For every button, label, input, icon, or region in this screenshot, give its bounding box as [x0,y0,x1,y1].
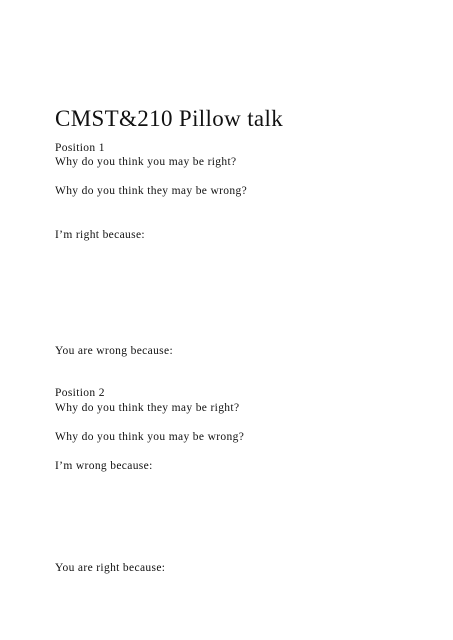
document-title: CMST&210 Pillow talk [55,106,284,131]
position-2-prompt-2: You are right because: [55,562,166,574]
position-2-question-1: Why do you think they may be right? [55,402,240,414]
position-1-question-2: Why do you think they may be wrong? [55,185,248,197]
position-2-prompt-1: I’m wrong because: [55,460,153,472]
position-1-prompt-2: You are wrong because: [55,345,173,357]
position-2-heading: Position 2 [55,387,105,399]
position-1-prompt-1: I’m right because: [55,229,145,241]
position-1-heading: Position 1 [55,142,105,154]
position-1-question-1: Why do you think you may be right? [55,156,237,168]
position-2-question-2: Why do you think you may be wrong? [55,431,245,443]
